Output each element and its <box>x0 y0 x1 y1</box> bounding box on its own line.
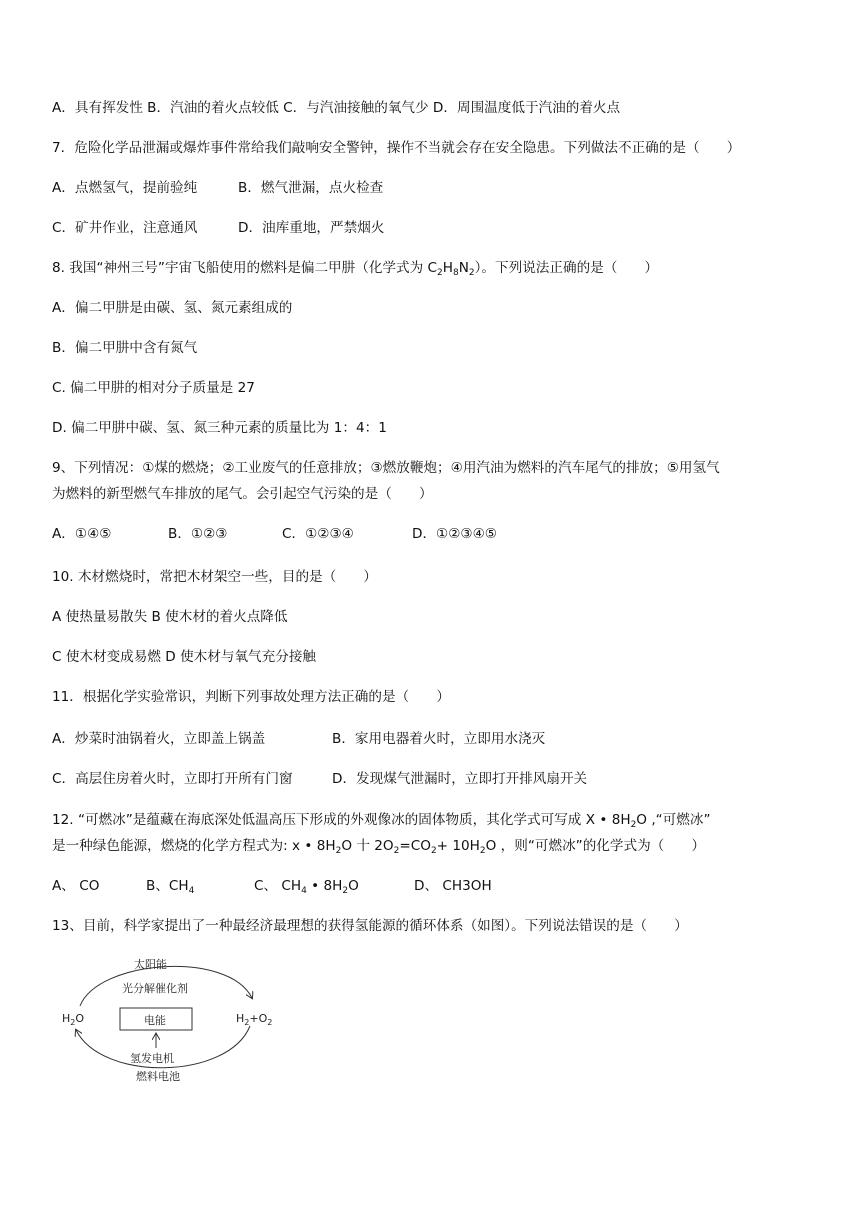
q8-sub: 8 <box>453 268 459 278</box>
diagram-top-label: 太阳能 <box>134 958 167 971</box>
diagram-text: H <box>62 1012 71 1025</box>
q12-stem-line1 <box>52 810 711 835</box>
q9-stem-line2: 为燃料的新型燃气车排放的尾气。会引起空气污染的是（ ） <box>52 486 433 502</box>
q12-sub: 4 <box>301 886 307 896</box>
q12-option-d: D、 CH3OH <box>414 878 492 894</box>
q12-sub: 4 <box>188 886 195 896</box>
q9-option-d: D．①②③④⑤ <box>412 526 497 542</box>
q12-text: O 十 2O <box>341 838 394 854</box>
q12-text: + 10H <box>436 838 480 854</box>
q12-sub: 2 <box>430 846 437 856</box>
diagram-text: O <box>75 1012 85 1025</box>
diagram-text: +O <box>249 1012 268 1025</box>
q11-option-c: C．高层住房着火时，立即打开所有门窗 <box>52 771 293 787</box>
diagram-right-label <box>236 1012 272 1027</box>
q9-options <box>52 524 497 544</box>
q12-text: 是一种绿色能源，燃烧的化学方程式为: x • 8H <box>52 838 336 854</box>
q9-option-c: C．①②③④ <box>282 526 354 542</box>
q12-text: =CO <box>399 838 431 854</box>
q11-option-d: D．发现煤气泄漏时，立即打开排风扇开关 <box>332 771 588 787</box>
q10-stem: 10. 木材燃烧时，常把木材架空一些，目的是（ ） <box>52 569 378 585</box>
q8-stem <box>52 258 658 283</box>
q11-option-a: A．炒菜时油锅着火，立即盖上锅盖 <box>52 731 266 747</box>
q12-text: 12. “可燃冰”是蕴藏在海底深处低温高压下形成的外观像冰的固体物质，其化学式可写成 X • 8H <box>52 812 631 828</box>
diagram-bottom-label-2: 燃料电池 <box>136 1070 180 1083</box>
q12-option-b-text: B、CH <box>146 878 189 894</box>
q7-option-d: D．油库重地，严禁烟火 <box>238 220 385 236</box>
q11-stem: 11．根据化学实验常识，判断下列事故处理方法正确的是（ ） <box>52 689 450 705</box>
q8-formula-n: N <box>458 260 469 276</box>
q12-option-c-text: O <box>348 878 359 894</box>
q7-option-c: C．矿井作业，注意通风 <box>52 220 198 236</box>
diagram-bottom-label-1: 氢发电机 <box>130 1052 174 1065</box>
diagram-sub: 2 <box>70 1018 76 1027</box>
q8-stem-tail: ）。下列说法正确的是（ ） <box>474 260 659 276</box>
q12-options <box>52 876 492 901</box>
q12-option-a: A、 CO <box>52 878 100 894</box>
q10-options-cd: C 使木材变成易燃 D 使木材与氧气充分接触 <box>52 649 317 665</box>
q13-stem: 13、目前，科学家提出了一种最经济最理想的获得氢能源的循环体系（如图）。下列说法错误的是（ ） <box>52 918 688 934</box>
q7-option-b: B．燃气泄漏，点火检查 <box>238 180 384 196</box>
q12-text: O ,“可燃冰” <box>636 812 711 828</box>
q7-options-row2 <box>52 218 384 238</box>
q8-option-c: C. 偏二甲肼的相对分子质量是 27 <box>52 380 255 396</box>
q12-sub: 2 <box>335 846 342 856</box>
q12-sub: 2 <box>393 846 400 856</box>
q11-options-row2 <box>52 769 587 789</box>
diagram-left-label <box>62 1012 84 1027</box>
q8-formula-h: H <box>442 260 453 276</box>
q9-stem-line1: 9、下列情况：①煤的燃烧；②工业废气的任意排放；③燃放鞭炮；④用汽油为燃料的汽车尾气的排放；⑤用氢气 <box>52 460 720 476</box>
diagram-sub: 2 <box>267 1018 273 1027</box>
q12-option-c-text: • 8H <box>306 878 343 894</box>
q12-stem-line2 <box>52 836 705 861</box>
hydrogen-cycle-diagram <box>58 948 290 1088</box>
q8-stem-text: 8. 我国“神州三号”宇宙飞船使用的燃料是偏二甲肼（化学式为 C <box>52 260 438 276</box>
q12-option-c <box>254 876 414 901</box>
diagram-text: H <box>236 1012 245 1025</box>
q12-option-b <box>146 876 254 901</box>
q11-options-row1 <box>52 729 545 749</box>
q7-options-row1 <box>52 178 383 198</box>
diagram-box-label: 电能 <box>144 1014 166 1027</box>
q11-option-b: B．家用电器着火时，立即用水浇灭 <box>332 731 546 747</box>
q7-stem: 7．危险化学品泄漏或爆炸事件常给我们敲响安全警钟，操作不当就会存在安全隐患。下列做法不正确的是（ ） <box>52 140 741 156</box>
q12-text: O ，则“可燃冰”的化学式为（ ） <box>485 838 706 854</box>
diagram-sub: 2 <box>244 1018 250 1027</box>
q7-option-a: A．点燃氢气，提前验纯 <box>52 180 198 196</box>
diagram-catalyst-label: 光分解催化剂 <box>122 982 188 995</box>
q8-option-a: A．偏二甲肼是由碳、氢、氮元素组成的 <box>52 300 293 316</box>
q6-options: A．具有挥发性 B．汽油的着火点较低 C．与汽油接触的氧气少 D．周围温度低于汽油的着火点 <box>52 100 621 116</box>
q8-option-b: B．偏二甲肼中含有氮气 <box>52 340 198 356</box>
q9-option-b: B．①②③ <box>168 526 228 542</box>
q10-options-ab: A 使热量易散失 B 使木材的着火点降低 <box>52 609 288 625</box>
q8-sub: 2 <box>437 268 443 278</box>
q12-sub: 2 <box>342 886 349 896</box>
q12-option-c-text: C、 CH <box>254 878 302 894</box>
q8-option-d: D. 偏二甲肼中碳、氢、氮三种元素的质量比为 1：4：1 <box>52 420 387 436</box>
q12-sub: 2 <box>630 820 637 830</box>
q12-sub: 2 <box>479 846 486 856</box>
q9-option-a: A．①④⑤ <box>52 526 112 542</box>
q8-sub: 2 <box>468 268 475 278</box>
